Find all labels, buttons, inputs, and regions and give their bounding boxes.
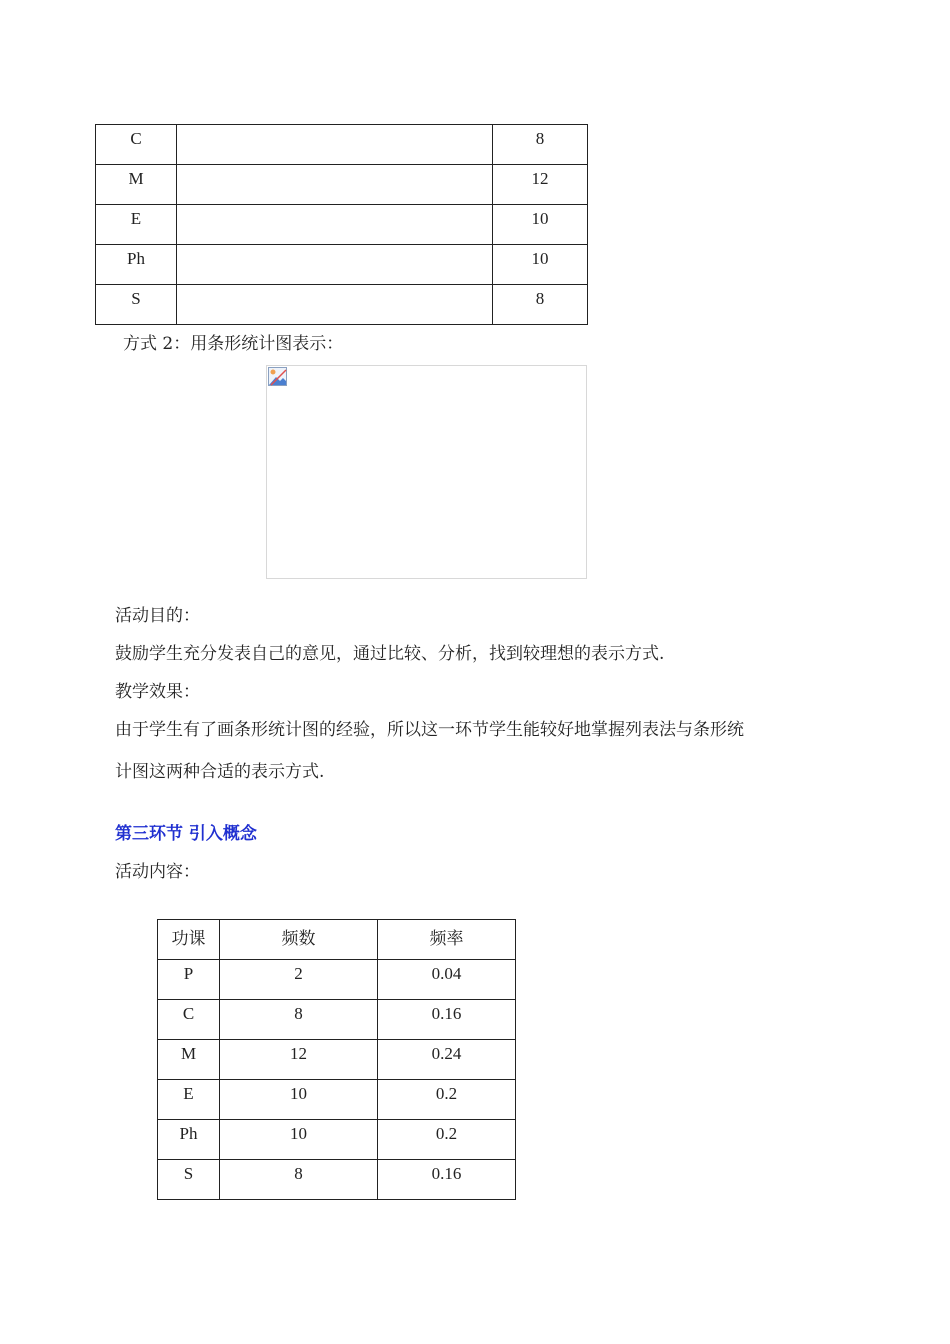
table-cell-rate: 0.04 [378,960,516,1000]
table-cell-subject: M [96,165,177,205]
subject-frequency-table-partial [95,124,588,325]
table-row [158,1000,516,1040]
table-cell-count: 10 [220,1080,378,1120]
teaching-effect-line-1: 由于学生有了画条形统计图的经验，所以这一环节学生能较好地掌握列表法与条形统 [115,720,744,740]
table-row [96,245,588,285]
table-row [158,1120,516,1160]
table-header-count: 频数 [220,920,378,960]
table-row [96,205,588,245]
table-cell-empty [177,245,493,285]
table-row [158,1160,516,1200]
table-row [158,1040,516,1080]
table-cell-count: 8 [220,1160,378,1200]
table-row [96,125,588,165]
table-cell-subject: S [96,285,177,325]
activity-purpose-label: 活动目的： [115,606,200,626]
table-header-subject: 功课 [158,920,220,960]
table-cell-subject: C [158,1000,220,1040]
table-cell-subject: Ph [96,245,177,285]
table-cell-count: 10 [220,1120,378,1160]
section-heading: 第三环节 引入概念 [115,824,257,844]
table-cell-count: 8 [493,125,588,165]
table-cell-subject: C [96,125,177,165]
table-cell-empty [177,285,493,325]
table-cell-subject: M [158,1040,220,1080]
table-cell-empty [177,165,493,205]
table-cell-rate: 0.24 [378,1040,516,1080]
table-header-row [158,920,516,960]
table-cell-count: 2 [220,960,378,1000]
table-cell-subject: S [158,1160,220,1200]
subject-frequency-rate-table [157,919,516,1200]
table-cell-count: 8 [493,285,588,325]
teaching-effect-line-2: 计图这两种合适的表示方式. [115,762,325,782]
table-row [96,285,588,325]
table-cell-rate: 0.16 [378,1000,516,1040]
table-cell-count: 10 [493,205,588,245]
table-cell-empty [177,205,493,245]
table-cell-rate: 0.2 [378,1120,516,1160]
table-cell-count: 10 [493,245,588,285]
table-cell-count: 8 [220,1000,378,1040]
table-row [158,1080,516,1120]
activity-purpose-text: 鼓励学生充分发表自己的意见，通过比较、分析，找到较理想的表示方式. [115,644,665,664]
table-row [96,165,588,205]
table-cell-subject: P [158,960,220,1000]
table-header-rate: 频率 [378,920,516,960]
table-cell-count: 12 [493,165,588,205]
broken-image-icon [268,367,287,386]
table-row [158,960,516,1000]
table-cell-rate: 0.2 [378,1080,516,1120]
bar-chart-image-placeholder [266,365,587,579]
table-cell-subject: E [96,205,177,245]
table-cell-rate: 0.16 [378,1160,516,1200]
table-cell-empty [177,125,493,165]
table-cell-subject: Ph [158,1120,220,1160]
method-2-text: 方式 2：用条形统计图表示： [123,334,344,354]
table-cell-subject: E [158,1080,220,1120]
teaching-effect-label: 教学效果： [115,682,200,702]
activity-content-label: 活动内容： [115,862,200,882]
table-cell-count: 12 [220,1040,378,1080]
